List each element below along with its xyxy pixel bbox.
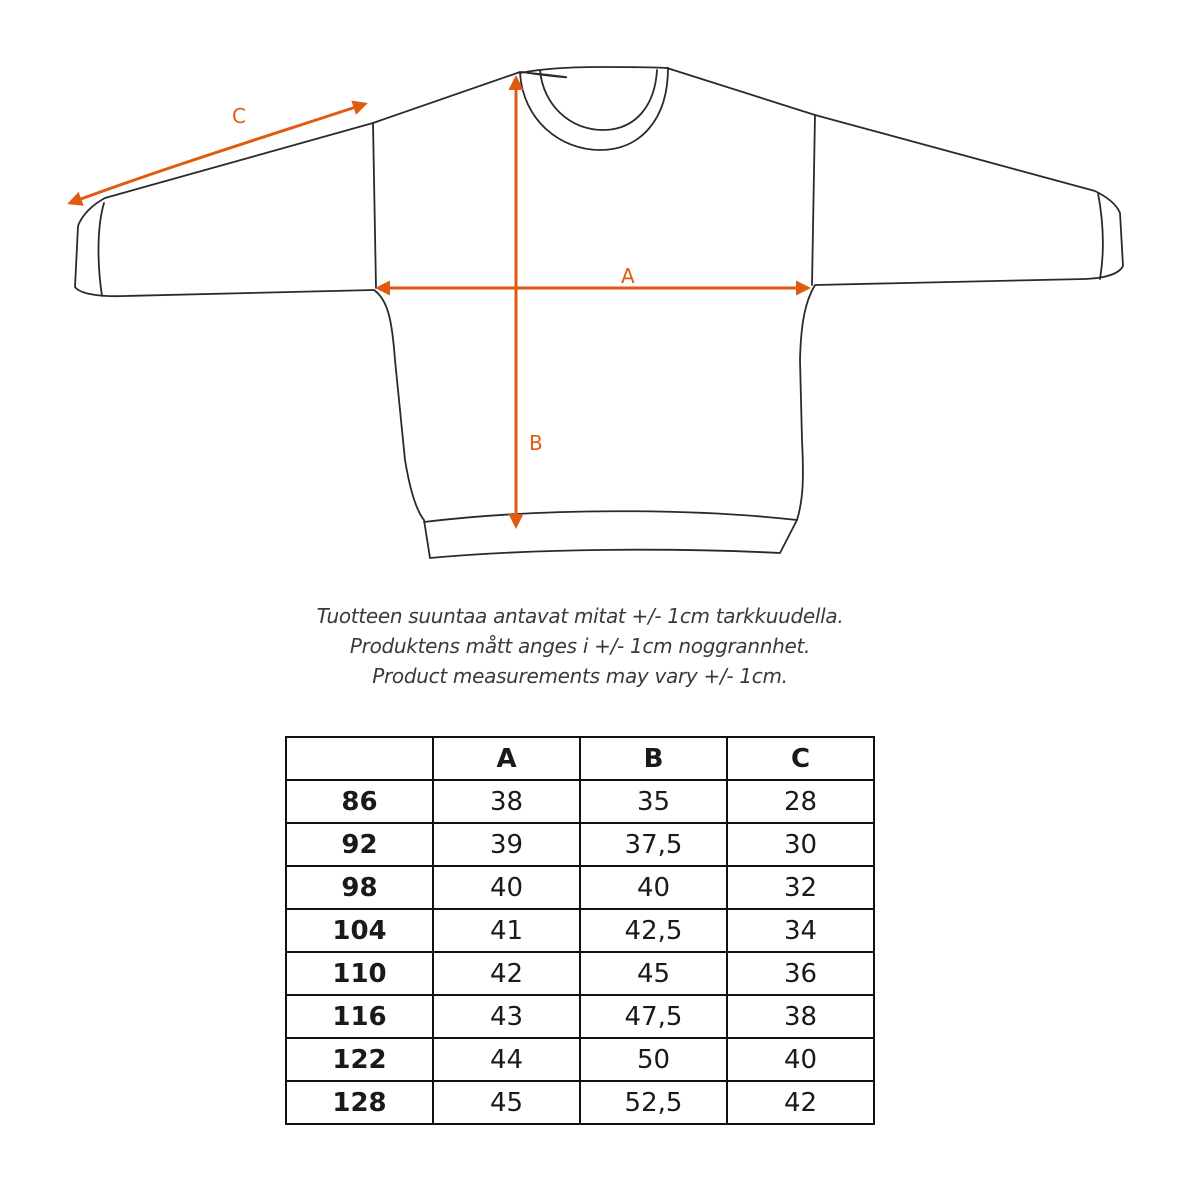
value-c: 40 [727, 1038, 874, 1081]
table-row [286, 780, 874, 823]
value-a: 40 [433, 866, 580, 909]
size-cell: 104 [286, 909, 433, 952]
table-row [286, 1038, 874, 1081]
sweatshirt-outline [75, 67, 1123, 558]
value-a: 42 [433, 952, 580, 995]
header-size [286, 737, 433, 780]
value-a: 38 [433, 780, 580, 823]
value-c: 42 [727, 1081, 874, 1124]
value-b: 52,5 [580, 1081, 727, 1124]
table-row [286, 1081, 874, 1124]
value-a: 45 [433, 1081, 580, 1124]
value-c: 28 [727, 780, 874, 823]
size-cell: 128 [286, 1081, 433, 1124]
size-cell: 116 [286, 995, 433, 1038]
value-b: 37,5 [580, 823, 727, 866]
value-a: 44 [433, 1038, 580, 1081]
value-c: 36 [727, 952, 874, 995]
size-cell: 122 [286, 1038, 433, 1081]
label-a: A [621, 264, 635, 288]
label-c: C [232, 104, 246, 128]
value-b: 42,5 [580, 909, 727, 952]
value-a: 39 [433, 823, 580, 866]
value-c: 30 [727, 823, 874, 866]
value-c: 38 [727, 995, 874, 1038]
value-c: 34 [727, 909, 874, 952]
table-row [286, 995, 874, 1038]
value-a: 41 [433, 909, 580, 952]
table-row [286, 952, 874, 995]
value-b: 45 [580, 952, 727, 995]
note-line-fi: Tuotteen suuntaa antavat mitat +/- 1cm tarkkuudella. [316, 604, 844, 628]
note-line-sv: Produktens mått anges i +/- 1cm noggrannhet. [349, 634, 811, 658]
measurement-note [0, 601, 1160, 691]
value-a: 43 [433, 995, 580, 1038]
table-row [286, 909, 874, 952]
size-table [285, 736, 875, 1125]
value-b: 35 [580, 780, 727, 823]
note-line-en: Product measurements may vary +/- 1cm. [372, 664, 788, 688]
table-row [286, 823, 874, 866]
table-row [286, 866, 874, 909]
value-b: 50 [580, 1038, 727, 1081]
size-cell: 98 [286, 866, 433, 909]
header-a: A [433, 737, 580, 780]
table-header-row [286, 737, 874, 780]
header-c: C [727, 737, 874, 780]
value-b: 40 [580, 866, 727, 909]
value-c: 32 [727, 866, 874, 909]
value-b: 47,5 [580, 995, 727, 1038]
measure-c-arrow [70, 104, 365, 203]
label-b: B [529, 431, 543, 455]
size-cell: 92 [286, 823, 433, 866]
size-cell: 110 [286, 952, 433, 995]
size-cell: 86 [286, 780, 433, 823]
header-b: B [580, 737, 727, 780]
